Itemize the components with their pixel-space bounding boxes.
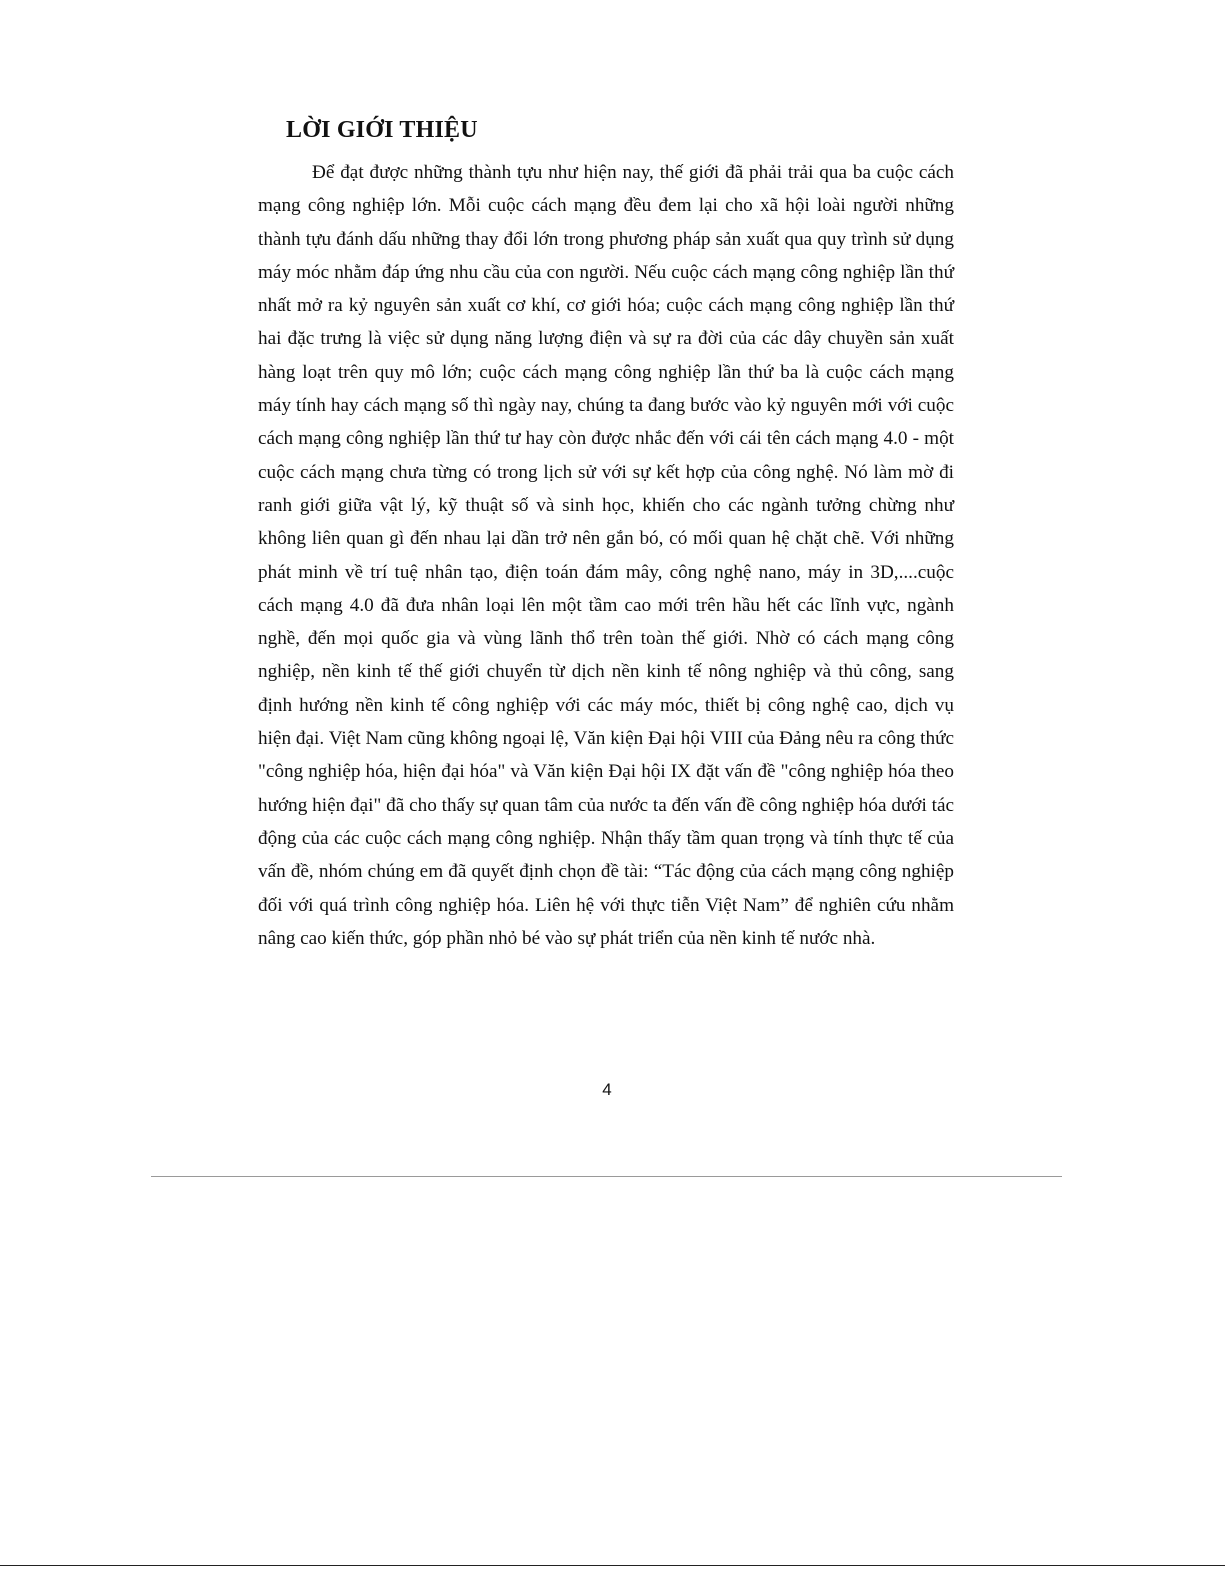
section-heading: LỜI GIỚI THIỆU [286,117,478,143]
page-number: 4 [602,1080,612,1099]
introduction-paragraph: Để đạt được những thành tựu như hiện nay, thế giới đã phải trải qua ba cuộc cách mạng công nghiệp lớn. Mỗi cuộc cách mạng đều đem lại cho xã hội loài người những thành tựu đánh dấu những thay đổi lớn trong phương pháp sản xuất qua quy trình sử dụng máy móc nhằm đáp ứng nhu cầu của con người. Nếu cuộc cách mạng công nghiệp lần thứ nhất mở ra kỷ nguyên sản xuất cơ khí, cơ giới hóa; cuộc cách mạng công nghiệp lần thứ hai đặc trưng là việc sử dụng năng lượng điện và sự ra đời của các dây chuyền sản xuất hàng loạt trên quy mô lớn; cuộc cách mạng công nghiệp lần thứ ba là cuộc cách mạng máy tính hay cách mạng số thì ngày nay, chúng ta đang bước vào kỷ nguyên mới với cuộc cách mạng công nghiệp lần thứ tư hay còn được nhắc đến với cái tên cách mạng 4.0 - một cuộc cách mạng chưa từng có trong lịch sử với sự kết hợp của công nghệ. Nó làm mờ đi ranh giới giữa vật lý, kỹ thuật số và sinh học, khiến cho các ngành tưởng chừng như không liên quan gì đến nhau lại dần trở nên gắn bó, có mối quan hệ chặt chẽ. Với những phát minh về trí tuệ nhân tạo, điện toán đám mây, công nghệ nano, máy in 3D,....cuộc cách mạng 4.0 đã đưa nhân loại lên một tầm cao mới trên hầu hết các lĩnh vực, ngành nghề, đến mọi quốc gia và vùng lãnh thổ trên toàn thế giới. Nhờ có cách mạng công nghiệp, nền kinh tế thế giới chuyển từ dịch nền kinh tế nông nghiệp và thủ công, sang định hướng nền kinh tế công nghiệp với các máy móc, thiết bị công nghệ cao, dịch vụ hiện đại. Việt Nam cũng không ngoại lệ, Văn kiện Đại hội VIII của Đảng nêu ra công thức "công nghiệp hóa, hiện đại hóa" và Văn kiện Đại hội IX đặt vấn đề "công nghiệp hóa theo hướng hiện đại" đã cho thấy sự quan tâm của nước ta đến vấn đề công nghiệp hóa dưới tác động của các cuộc cách mạng công nghiệp. Nhận thấy tầm quan trọng và tính thực tế của vấn đề, nhóm chúng em đã quyết định chọn đề tài: “Tác động của cách mạng công nghiệp đối với quá trình công nghiệp hóa. Liên hệ với thực tiễn Việt Nam” để nghiên cứu nhằm nâng cao kiến thức, góp phần nhỏ bé vào sự phát triển của nền kinh tế nước nhà. [258,162,954,949]
bottom-edge-line [0,1565,1225,1566]
page-break-divider [151,1176,1062,1177]
